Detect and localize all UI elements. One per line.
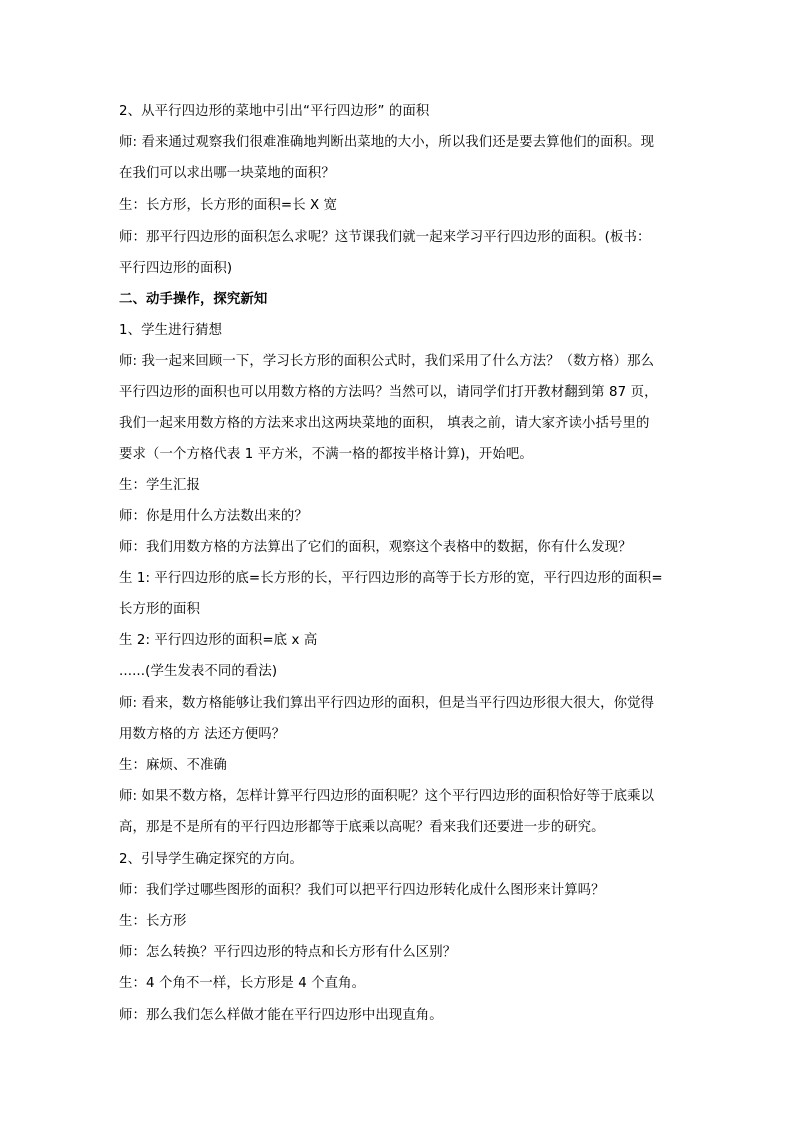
paragraph-line: 用数方格的方 法还方便吗？ [119,727,286,742]
paragraph-line: 平行四边形的面积也可以用数方格的方法吗？当然可以，请同学们打开教材翻到第 87 页， [119,385,658,400]
paragraph-line: 师: 看来，数方格能够让我们算出平行四边形的面积，但是当平行四边形很大很大，你觉得 [119,696,655,711]
section-heading-main: 二、动手操作，探究新知 [119,292,268,307]
paragraph-line: 生：学生汇报 [119,478,200,493]
paragraph-line: 生 1: 平行四边形的底=长方形的长，平行四边形的高等于长方形的宽，平行四边形的面积= [119,571,663,586]
paragraph-line: 高，那是不是所有的平行四边形都等于底乘以高呢？看来我们还要进一步的研究。 [119,820,605,835]
subheading-line: 1、学生进行猜想 [119,323,223,338]
paragraph-line: 生 2: 平行四边形的面积=底 x 高 [119,633,318,648]
paragraph-line: 我们一起来用数方格的方法来求出这两块菜地的面积， 填表之前，请大家齐读小括号里的 [119,416,650,431]
paragraph-line: 要求（一个方格代表 1 平方米，不满一格的都按半格计算)，开始吧。 [119,447,533,462]
paragraph-line: 生：长方形 [119,914,187,929]
section-heading-2: 2、从平行四边形的菜地中引出“平行四边形” 的面积 [119,104,430,119]
paragraph-line: 平行四边形的面积) [119,261,233,276]
paragraph-line: 师: 我一起来回顾一下，学习长方形的面积公式时，我们采用了什么方法？（数方格）那么 [119,354,655,369]
paragraph-line: 师：那么我们怎么样做才能在平行四边形中出现直角。 [119,1008,443,1023]
paragraph-line: 生：4 个角不一样，长方形是 4 个直角。 [119,976,366,991]
paragraph-line: 师: 如果不数方格，怎样计算平行四边形的面积呢？这个平行四边形的面积恰好等于底乘以 [119,789,655,804]
subheading-line: 2、引导学生确定探究的方向。 [119,852,303,867]
paragraph-line: 师：你是用什么方法数出来的？ [119,509,308,524]
paragraph-line: 师：我们学过哪些图形的面积？我们可以把平行四边形转化成什么图形来计算吗？ [119,883,605,898]
paragraph-line: 在我们可以求出哪一块菜地的面积？ [119,166,335,181]
paragraph-line: 生：麻烦、不准确 [119,758,227,773]
paragraph-line: 师：那平行四边形的面积怎么求呢？这节课我们就一起来学习平行四边形的面积。(板书： [119,230,651,245]
paragraph-line: 生：长方形，长方形的面积=长 X 宽 [119,198,338,213]
paragraph-line: 师: 看来通过观察我们很难准确地判断出菜地的大小，所以我们还是要去算他们的面积。现 [119,135,655,150]
paragraph-line: 师：怎么转换？平行四边形的特点和长方形有什么区别？ [119,945,457,960]
paragraph-line: 长方形的面积 [119,602,200,617]
paragraph-line: 师：我们用数方格的方法算出了它们的面积，观察这个表格中的数据，你有什么发现？ [119,540,632,555]
paragraph-line: ......(学生发表不同的看法) [119,664,278,679]
